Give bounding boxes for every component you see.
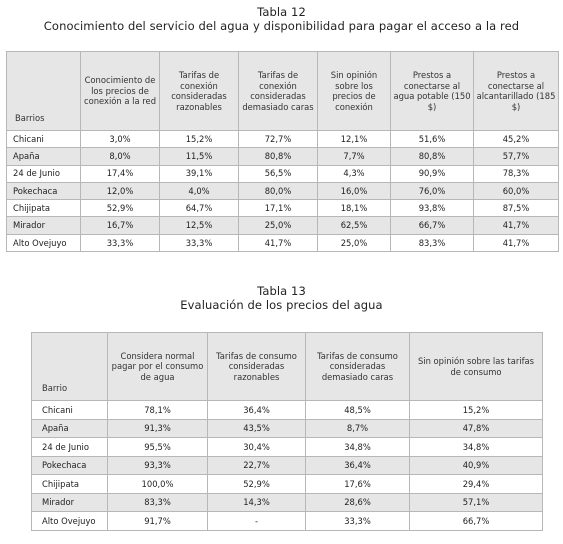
table12-header-row [7, 52, 559, 131]
value-cell: 36,4% [208, 401, 306, 420]
value-cell: - [208, 512, 306, 531]
value-cell: 91,3% [108, 419, 208, 438]
value-cell: 17,6% [306, 475, 410, 494]
value-cell: 83,3% [391, 234, 474, 251]
value-cell: 76,0% [391, 182, 474, 199]
value-cell: 80,8% [239, 148, 318, 165]
barrio-name-cell: Chijipata [32, 475, 108, 494]
value-cell: 52,9% [81, 200, 160, 217]
value-cell: 95,5% [108, 438, 208, 457]
table12-header-caras: Tarifas de conexión consideradas demasiado caras [239, 52, 318, 131]
barrio-name-cell: Chicani [32, 401, 108, 420]
value-cell: 16,0% [318, 182, 391, 199]
value-cell: 72,7% [239, 131, 318, 148]
value-cell: 17,4% [81, 165, 160, 182]
value-cell: 14,3% [208, 493, 306, 512]
barrio-name-cell: Pokechaca [7, 182, 81, 199]
value-cell: 8,0% [81, 148, 160, 165]
table13-title: Tabla 13 [257, 284, 306, 298]
table13-header-considera-normal: Considera normal pagar por el consumo de agua [108, 333, 208, 401]
table12-header-razonables: Tarifas de conexión consideradas razonables [160, 52, 239, 131]
table13-header-caras: Tarifas de consumo consideradas demasiado caras [306, 333, 410, 401]
barrio-name-cell: Chijipata [7, 200, 81, 217]
table-row [7, 200, 559, 217]
value-cell: 16,7% [81, 217, 160, 234]
table-row [7, 182, 559, 199]
table-row [32, 475, 543, 494]
barrio-name-cell: Mirador [7, 217, 81, 234]
value-cell: 28,6% [306, 493, 410, 512]
value-cell: 52,9% [208, 475, 306, 494]
value-cell: 12,0% [81, 182, 160, 199]
table13-header-barrio: Barrio [32, 333, 108, 401]
table13-subtitle: Evaluación de los precios del agua [180, 298, 383, 312]
value-cell: 41,7% [474, 217, 559, 234]
table-row [32, 401, 543, 420]
value-cell: 91,7% [108, 512, 208, 531]
table12-header-alcantarillado: Prestos a conectarse al alcantarillado (185 $) [474, 52, 559, 131]
value-cell: 45,2% [474, 131, 559, 148]
table12 [6, 51, 559, 252]
table-row [7, 234, 559, 251]
value-cell: 25,0% [318, 234, 391, 251]
value-cell: 4,0% [160, 182, 239, 199]
value-cell: 83,3% [108, 493, 208, 512]
table12-header-barrios: Barrios [7, 52, 81, 131]
value-cell: 12,1% [318, 131, 391, 148]
table12-header-conocimiento: Conocimiento de los precios de conexión a la red [81, 52, 160, 131]
value-cell: 25,0% [239, 217, 318, 234]
value-cell: 17,1% [239, 200, 318, 217]
table12-subtitle: Conocimiento del servicio del agua y disponibilidad para pagar el acceso a la red [43, 19, 520, 33]
table-row [32, 438, 543, 457]
barrio-name-cell: Mirador [32, 493, 108, 512]
value-cell: 30,4% [208, 438, 306, 457]
barrio-name-cell: 24 de Junio [32, 438, 108, 457]
value-cell: 33,3% [160, 234, 239, 251]
table-row [7, 131, 559, 148]
value-cell: 11,5% [160, 148, 239, 165]
value-cell: 18,1% [318, 200, 391, 217]
value-cell: 3,0% [81, 131, 160, 148]
table13 [31, 332, 543, 531]
value-cell: 87,5% [474, 200, 559, 217]
value-cell: 64,7% [160, 200, 239, 217]
value-cell: 80,0% [239, 182, 318, 199]
table-row [32, 512, 543, 531]
table-row [7, 165, 559, 182]
value-cell: 66,7% [391, 217, 474, 234]
value-cell: 93,3% [108, 456, 208, 475]
table13-header-sin-opinion: Sin opinión sobre las tarifas de consumo [410, 333, 543, 401]
value-cell: 41,7% [239, 234, 318, 251]
value-cell: 33,3% [306, 512, 410, 531]
barrio-name-cell: Pokechaca [32, 456, 108, 475]
barrio-name-cell: Apaña [32, 419, 108, 438]
table12-body [7, 131, 559, 252]
value-cell: 80,8% [391, 148, 474, 165]
value-cell: 62,5% [318, 217, 391, 234]
value-cell: 15,2% [160, 131, 239, 148]
value-cell: 57,7% [474, 148, 559, 165]
table12-header-sin-opinion: Sin opinión sobre los precios de conexión [318, 52, 391, 131]
barrio-name-cell: Apaña [7, 148, 81, 165]
value-cell: 41,7% [474, 234, 559, 251]
table13-header-razonables: Tarifas de consumo consideradas razonables [208, 333, 306, 401]
table13-header-row [32, 333, 543, 401]
barrio-name-cell: 24 de Junio [7, 165, 81, 182]
value-cell: 51,6% [391, 131, 474, 148]
value-cell: 100,0% [108, 475, 208, 494]
value-cell: 60,0% [474, 182, 559, 199]
value-cell: 43,5% [208, 419, 306, 438]
value-cell: 57,1% [410, 493, 543, 512]
value-cell: 15,2% [410, 401, 543, 420]
value-cell: 48,5% [306, 401, 410, 420]
value-cell: 47,8% [410, 419, 543, 438]
value-cell: 36,4% [306, 456, 410, 475]
table12-header-agua-potable: Prestos a conectarse al agua potable (150 $) [391, 52, 474, 131]
barrio-name-cell: Alto Ovejuyo [32, 512, 108, 531]
value-cell: 8,7% [306, 419, 410, 438]
value-cell: 22,7% [208, 456, 306, 475]
value-cell: 4,3% [318, 165, 391, 182]
barrio-name-cell: Alto Ovejuyo [7, 234, 81, 251]
barrio-name-cell: Chicani [7, 131, 81, 148]
value-cell: 39,1% [160, 165, 239, 182]
value-cell: 90,9% [391, 165, 474, 182]
value-cell: 34,8% [410, 438, 543, 457]
value-cell: 40,9% [410, 456, 543, 475]
value-cell: 66,7% [410, 512, 543, 531]
table-row [32, 493, 543, 512]
table-row [32, 456, 543, 475]
value-cell: 33,3% [81, 234, 160, 251]
table-row [7, 148, 559, 165]
table-row [7, 217, 559, 234]
value-cell: 7,7% [318, 148, 391, 165]
value-cell: 12,5% [160, 217, 239, 234]
value-cell: 78,3% [474, 165, 559, 182]
value-cell: 93,8% [391, 200, 474, 217]
value-cell: 29,4% [410, 475, 543, 494]
table-row [32, 419, 543, 438]
value-cell: 56,5% [239, 165, 318, 182]
value-cell: 34,8% [306, 438, 410, 457]
value-cell: 78,1% [108, 401, 208, 420]
table13-body [32, 401, 543, 531]
table12-title: Tabla 12 [257, 5, 306, 19]
